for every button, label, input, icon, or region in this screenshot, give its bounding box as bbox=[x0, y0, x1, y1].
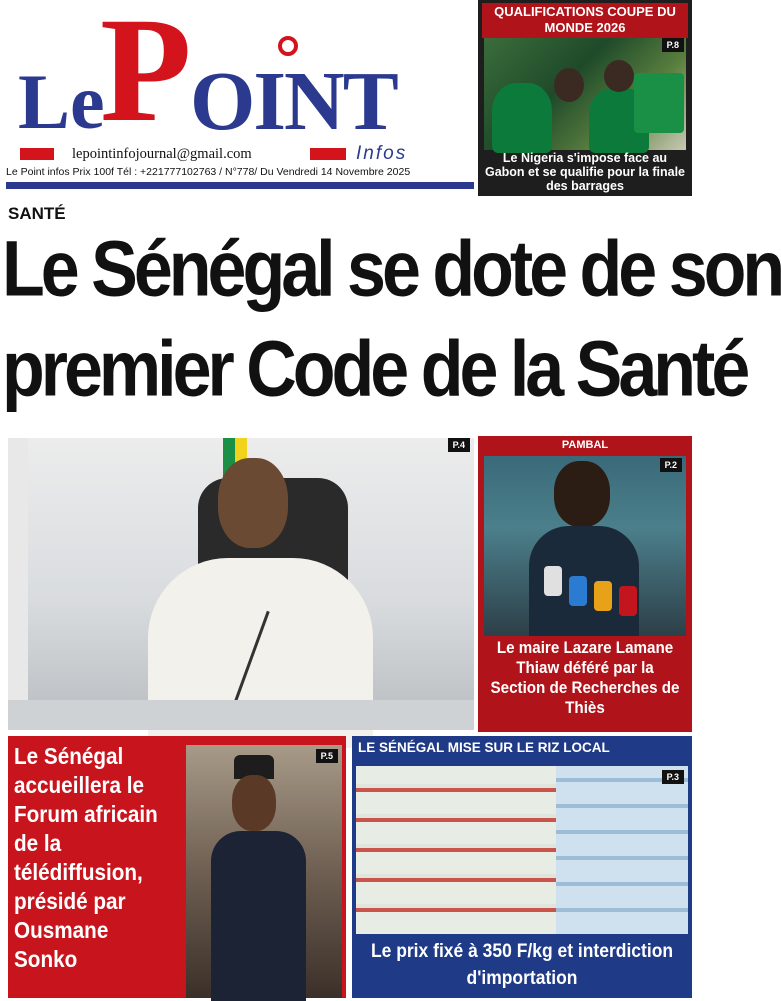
main-photo bbox=[8, 438, 474, 730]
logo-le bbox=[18, 28, 105, 145]
email-address[interactable]: lepointinfojournal@gmail.com bbox=[72, 146, 252, 162]
page-badge-p8: P.8 bbox=[662, 38, 684, 52]
red-bar-left bbox=[20, 148, 54, 160]
rice-bags-right bbox=[556, 766, 688, 934]
rice-bags-photo bbox=[356, 766, 688, 934]
sonko-photo bbox=[186, 745, 342, 998]
mic-2 bbox=[569, 576, 587, 606]
sonko-head bbox=[232, 775, 276, 831]
minister-head bbox=[218, 458, 288, 548]
forum-text: Le Sénégal accueillera le Forum africain de la télédiffusion, présidé par Ousmane Sonko bbox=[14, 743, 158, 972]
pambal-caption: Le maire Lazare Lamane Thiaw déféré par la Section de Recherches de Thiès bbox=[490, 639, 680, 717]
rice-bags-left bbox=[356, 766, 556, 934]
flag-green bbox=[634, 73, 684, 133]
player-right-head bbox=[604, 60, 634, 92]
sonko-body bbox=[211, 831, 306, 1001]
page-badge-p5: P.5 bbox=[316, 749, 338, 763]
page-badge-p2: P.2 bbox=[660, 458, 682, 472]
headline-line-2[interactable]: premier Code de la Santé bbox=[2, 324, 747, 413]
logo-infos: Infos bbox=[356, 143, 408, 164]
headline-kicker: SANTÉ bbox=[8, 204, 66, 223]
masthead-rule bbox=[6, 182, 474, 189]
logo-le-text: Le bbox=[18, 58, 105, 145]
world-cup-caption: Le Nigeria s'impose face au Gabon et se qualifie pour la finale des barrages bbox=[484, 151, 686, 193]
mic-3 bbox=[594, 581, 612, 611]
headline-line-1[interactable]: Le Sénégal se dote de son bbox=[2, 224, 781, 313]
riz-title: LE SÉNÉGAL MISE SUR LE RIZ LOCAL bbox=[358, 740, 610, 755]
world-cup-title: QUALIFICATIONS COUPE DU MONDE 2026 bbox=[482, 3, 688, 38]
mic-1 bbox=[544, 566, 562, 596]
issue-meta-line: Le Point infos Prix 100f Tél : +221777102763 / N°778/ Du Vendredi 14 Novembre 2025 bbox=[6, 166, 411, 178]
page-badge-p3: P.3 bbox=[662, 770, 684, 784]
logo-oint: OINT bbox=[190, 55, 397, 148]
player-left bbox=[492, 83, 552, 153]
mic-4 bbox=[619, 586, 637, 616]
pambal-label: PAMBAL bbox=[561, 439, 609, 451]
pambal-photo bbox=[484, 456, 686, 636]
logo-dot bbox=[278, 36, 298, 56]
desk bbox=[8, 700, 474, 730]
mayor-head bbox=[554, 461, 610, 527]
page-badge-p4: P.4 bbox=[448, 438, 470, 452]
background-curtain bbox=[8, 438, 28, 730]
world-cup-photo bbox=[484, 38, 686, 150]
logo-p: P bbox=[100, 0, 192, 153]
red-bar-right bbox=[310, 148, 346, 160]
riz-caption: Le prix fixé à 350 F/kg et interdiction d'importation bbox=[370, 941, 674, 989]
player-left-head bbox=[554, 68, 584, 102]
